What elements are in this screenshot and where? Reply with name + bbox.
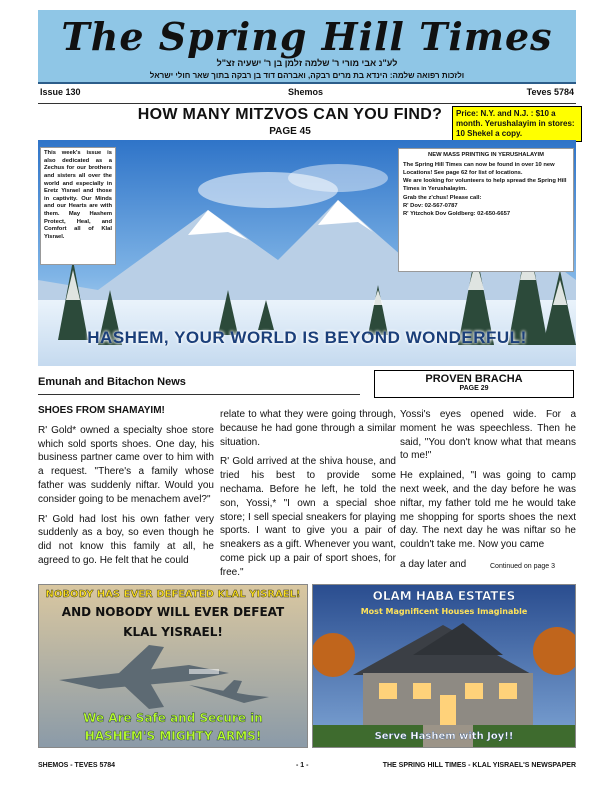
hero-caption: HASHEM, YOUR WORLD IS BEYOND WONDERFUL! bbox=[87, 328, 527, 347]
ad-line: KLAL YISRAEL! bbox=[123, 625, 223, 639]
divider bbox=[38, 394, 360, 395]
dedication-line-2: ולזכות רפואה שלמה: הינדא בת מרים רבקה, ואברהם דוד בן רבקה בתוך שאר חולי ישראל bbox=[149, 71, 465, 80]
ad-line: AND NOBODY WILL EVER DEFEAT bbox=[61, 605, 285, 619]
announcement-line: Grab the z'chus! Please call: bbox=[403, 194, 482, 201]
announcement-line: The Spring Hill Times can now be found in over 10 new Locations! See page 62 for list of locations. bbox=[403, 162, 555, 177]
issue-date: Teves 5784 bbox=[526, 87, 574, 97]
parsha-name: Shemos bbox=[288, 87, 324, 97]
article-column-2 bbox=[220, 408, 396, 586]
article-paragraph: R' Gold had lost his own father very suddenly as a boy, so even though he did not know this family at all, he agreed to go. He felt that he could bbox=[38, 513, 214, 566]
article-paragraph: relate to what they were going through, because he had gone through a similar situation. bbox=[220, 409, 396, 448]
headline-page: PAGE 45 bbox=[269, 126, 311, 137]
masthead bbox=[38, 10, 576, 84]
continued-note: Continued on page 3 bbox=[490, 563, 555, 570]
footer-left: SHEMOS - TEVES 5784 bbox=[38, 762, 116, 769]
article-title: SHOES FROM SHAMAYIM! bbox=[38, 405, 165, 416]
dedication-line-1: לע"נ אבי מורי ר' שלמה זלמן בן ר' ישעיה זצ"ל bbox=[216, 58, 398, 68]
announcement-box bbox=[398, 148, 574, 272]
ad-tagline: Serve Hashem with Joy!! bbox=[374, 731, 514, 742]
newspaper-title: The Spring Hill Times bbox=[61, 14, 553, 59]
issue-bar bbox=[38, 84, 576, 104]
contact-line: R' Dov: 02-567-0787 bbox=[403, 202, 458, 209]
headline: HOW MANY MITZVOS CAN YOU FIND? bbox=[137, 106, 443, 123]
ad-line: We Are Safe and Secure in bbox=[83, 711, 263, 725]
article-paragraph: a day later and bbox=[400, 558, 467, 570]
ad-subtitle: Most Magnificent Houses Imaginable bbox=[360, 607, 528, 616]
ad-olam-haba-estates bbox=[312, 584, 576, 748]
article-paragraph: Yossi's eyes opened wide. For a moment he was speechless. Then he said, "You don't know what that means to me!" bbox=[400, 409, 576, 462]
contact-line: R' Yitzchok Dov Goldberg: 02-650-6657 bbox=[403, 210, 511, 217]
article-column-1 bbox=[38, 404, 214, 574]
bracha-page: PAGE 29 bbox=[459, 385, 489, 392]
footer-right: THE SPRING HILL TIMES - KLAL YISRAEL'S NEWSPAPER bbox=[382, 762, 576, 769]
issue-number: Issue 130 bbox=[40, 87, 81, 97]
dedication-box: This week's issue is also dedicated as a Zechus for our brothers and sisters all over the world and especially in Eretz Yisrael and those in captivity. Our Minds and our Hearts are with them. May Hashem Protect, Heal, and Comfort all of Klal Yisrael. bbox=[40, 147, 116, 265]
article-paragraph: R' Gold arrived at the shiva house, and tried his best to provide some nechama. Before he left, he told the son, Yossi,* "I own a special shoe store; I sell special sneakers for playing sports. I want to give you a pair of sneakers as a gift. Whenever you want, come pick up a pair of sport shoes, for free." bbox=[220, 456, 396, 578]
article-paragraph: He explained, "I was going to camp next week, and the day before he was niftar, my father told me he would take me shopping for sports shoes the next day. The next day he was niftar so he couldn't take me. Now you came bbox=[400, 470, 576, 551]
bracha-title: PROVEN BRACHA bbox=[425, 373, 523, 385]
ad-line: HASHEM'S MIGHTY ARMS! bbox=[84, 729, 262, 743]
announcement-title: NEW MASS PRINTING IN YERUSHALAYIM bbox=[428, 152, 544, 158]
page-number: - 1 - bbox=[296, 762, 309, 769]
ad-line: NOBODY HAS EVER DEFEATED KLAL YISRAEL! bbox=[45, 589, 301, 600]
article-column-3 bbox=[400, 408, 576, 578]
ad-title: OLAM HABA ESTATES bbox=[372, 589, 516, 603]
section-header: Emunah and Bitachon News bbox=[38, 376, 186, 388]
announcement-line: We are looking for volunteers to help spread the Spring Hill Times in Yerushalayim. bbox=[403, 178, 567, 193]
article-paragraph: R' Gold* owned a specialty shoe store which sold sports shoes. One day, his business partner came over to him with a request. "There's a family whose father was suddenly niftar. Would you consider going to be menachem avel?" bbox=[38, 424, 214, 505]
ad-klal-yisrael bbox=[38, 584, 308, 748]
price-box: Price: N.Y. and N.J. : $10 a month. Yerushalayim in stores: 10 Shekel a copy. bbox=[452, 106, 582, 142]
bracha-box bbox=[374, 370, 574, 398]
